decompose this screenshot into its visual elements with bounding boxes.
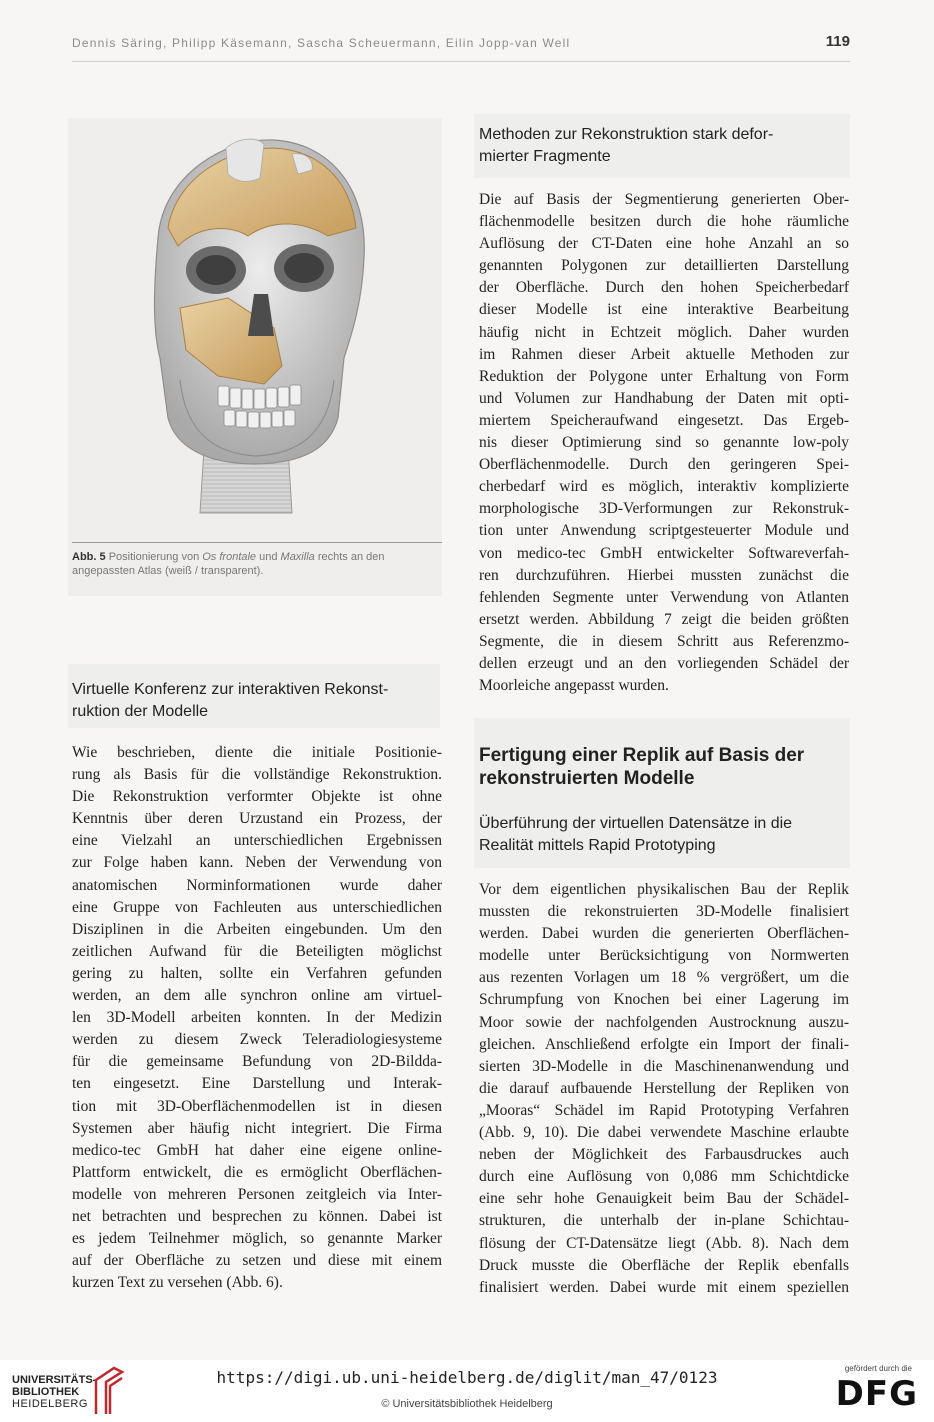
skull-3d-render-image	[68, 118, 442, 538]
right-column-text-2: Vor dem eigentlichen physikalischen Bau der Replik mussten die rekonstruierten 3D-Modelle finalisiert werden. Dabei wurden die generierten Oberflächen- modelle unter Berücksichtigung von Normwerten aus rezenten Vorlagen um 18 % vergrößert, um die Schrumpfung von Knochen bei einer Lagerung im Moor sowie der nachfolgenden Austrocknung auszu- gleichen. Anschließend erfolgte ein Import der finali- sierten 3D-Modelle in die Maschinenanwendung und die darauf aufbauende Herstellung der Repliken von „Mooras“ Schädel im Rapid Prototyping Verfahren (Abb. 9, 10). Die dabei verwendete Maschine erlaubte neben der Möglichkeit des Farbausdruckes auch durch eine Auflösung von 0,086 mm Schichtdicke eine sehr hohe Genauigkeit beim Bau der Schädel- strukturen, die unterhalb der in-plane Schichtau- flösung der CT-Datensätze liegt (Abb. 8). Nach dem Druck musste die Oberfläche der Replik ebenfalls finalisiert werden. Dabei wurde mit einem speziellen	[479, 881, 849, 1296]
running-head: Dennis Säring, Philipp Käsemann, Sascha Scheuermann, Eilin Jopp-van Well	[72, 36, 571, 50]
right-column-text-1: Die auf Basis der Segmentierung generierten Ober- flächenmodelle besitzen durch die hohe räumliche Auflösung der CT-Daten eine hohe Anzahl an so genannten Polygonen zur detaillierten Darstellung der Oberfläche. Durch den hohen Speicherbedarf dieser Modelle ist eine interaktive Bearbeitung häufig nicht in Echtzeit möglich. Daher wurden im Rahmen dieser Arbeit aktuelle Methoden zur Reduktion der Polygone unter Erhaltung von Form und Volumen zur Handhabung der Daten mit opti- miertem Speicheraufwand eingesetzt. Das Ergeb- nis dieser Optimierung sind so genannte low-poly Oberflächenmodelle. Durch den geringeren Spei- cherbedarf wird es möglich, interaktiv komplizierte morphologische 3D-Verformungen zur Rekonstruk- tion unter Anwendung scriptgesteuerter Module und von medico-tec GmbH entwickelter Softwareverfah- ren durchzuführen. Hierbei mussten zunächst die fehlenden Segmente unter Verwendung von Atlanten ersetzt werden. Abbildung 7 zeigt die beiden größten Segmente, die in diesem Schritt aus Referenzmo- dellen erzeugt und an den vorliegenden Schädel der Moorleiche angepasst wurden.	[479, 191, 849, 695]
viewer-footer	[0, 1360, 934, 1422]
header-rule	[72, 61, 850, 62]
caption-text: und	[256, 551, 281, 563]
figure-caption	[72, 550, 432, 578]
caption-rule	[72, 542, 442, 543]
copyright-notice: © Universitätsbibliothek Heidelberg	[381, 1398, 553, 1410]
caption-italic: Maxilla	[280, 551, 315, 563]
figure-label: Abb. 5	[72, 551, 106, 563]
section-heading-replica: Fertigung einer Replik auf Basis der rekonstruierten Modelle	[479, 745, 805, 789]
subsection-heading-rapid-prototyping: Überführung der virtuellen Datensätze in die Realität mittels Rapid Prototyping	[479, 815, 793, 854]
left-column-text: Wie beschrieben, diente die initiale Positionie- rung als Basis für die vollständige Rekonstruktion. Die Rekonstruktion verformter Objekte ist ohne Kenntnis über deren Urzustand ein Prozess, der eine Vielzahl an unterschiedlichen Ergebnissen zur Folge haben kann. Neben der Verwendung von anatomischen Norminformationen wurde daher eine Gruppe von Fachleuten aus unterschiedlichen Disziplinen in die Arbeiten eingebunden. Um den zeitlichen Aufwand für die Beteiligten möglichst gering zu halten, sollte ein Verfahren gefunden werden, an dem alle synchron online am virtuel- len 3D-Modell arbeiten konnten. In der Medizin werden zu diesem Zweck Teleradiologiesysteme für die gemeinsame Befundung von 2D-Bildda- ten eingesetzt. Eine Darstellung und Interak- tion mit 3D-Oberflächenmodellen ist in diesen Systemen aber häufig nicht integriert. Die Firma medico-tec GmbH hat daher eine eigene online- Plattform entwickelt, die es ermöglicht Oberflächen- modelle von mehreren Personen zeitgleich via Inter- net betrachten und besprechen zu können. Dabei ist es jedem Teilnehmer möglich, so genannte Marker auf der Oberfläche zu setzen und diese mit einem kurzen Text zu versehen (Abb. 6).	[72, 744, 442, 1292]
caption-text: rechts an den	[314, 551, 385, 563]
caption-text: angepassten Atlas (weiß / transparent).	[72, 565, 264, 577]
dfg-logo[interactable]: DFG	[835, 1374, 918, 1414]
ub-heidelberg-logo[interactable]: UNIVERSITÄTS- BIBLIOTHEK HEIDELBERG	[12, 1374, 97, 1410]
section-heading-methods: Methoden zur Rekonstruktion stark defor- mierter Fragmente	[479, 126, 774, 165]
section-heading-left: Virtuelle Konferenz zur interaktiven Rekonst- ruktion der Modelle	[72, 681, 389, 720]
caption-italic: Os frontale	[202, 551, 257, 563]
dfg-funding-note: gefördert durch die	[844, 1364, 912, 1373]
figure-5	[68, 118, 442, 596]
caption-text: Positionierung von	[108, 551, 203, 563]
page-number: 119	[825, 33, 850, 50]
permalink-url[interactable]: https://digi.ub.uni-heidelberg.de/diglit/man_47/0123	[216, 1368, 718, 1387]
